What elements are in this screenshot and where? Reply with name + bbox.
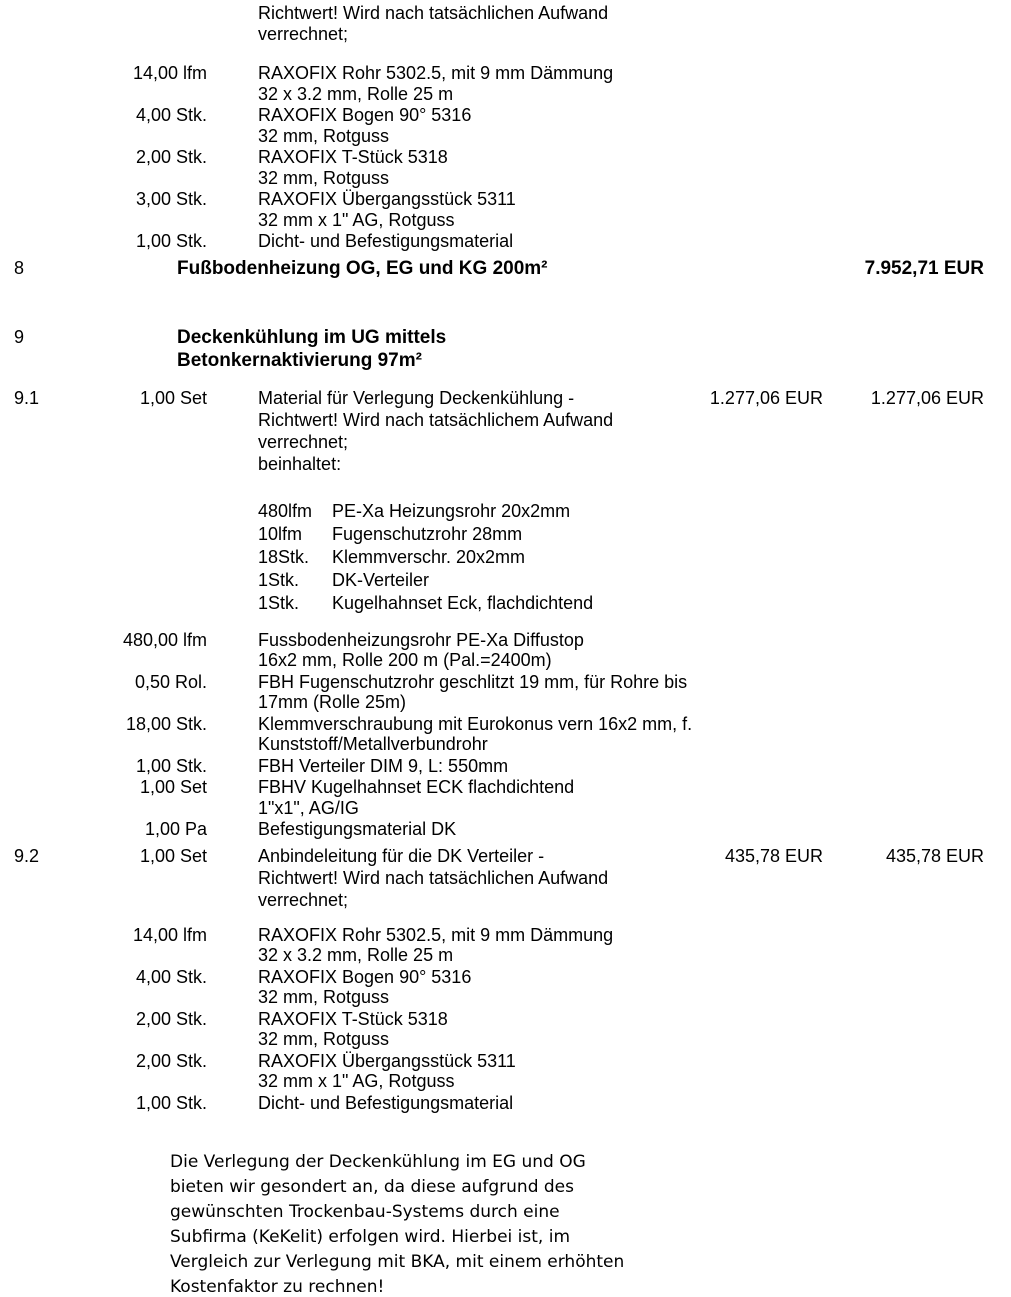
item-pos: 9.2 xyxy=(14,845,40,866)
item-qty: 2,00 Stk. xyxy=(135,1008,207,1029)
item-desc xyxy=(258,845,703,911)
sub-item-row xyxy=(0,819,1011,840)
item-desc-line: 32 mm, Rotguss xyxy=(258,125,390,146)
item-desc-line: Fussbodenheizungsrohr PE-Xa Diffustop xyxy=(258,629,584,650)
position-number: 8 xyxy=(14,257,25,278)
position-number: 9 xyxy=(14,326,25,347)
item-desc xyxy=(258,967,703,1008)
item-desc-line: 1"x1", AG/IG xyxy=(258,797,359,818)
sub-item-row xyxy=(0,967,1011,1008)
item-total-price xyxy=(823,105,984,146)
closing-note xyxy=(170,1150,1011,1297)
item-desc xyxy=(258,925,703,966)
item-qty: 18,00 Stk. xyxy=(125,713,207,734)
item-desc-line: Befestigungsmaterial DK xyxy=(258,819,457,839)
item-pos xyxy=(14,967,72,1008)
item-pos xyxy=(14,672,72,713)
item-total-price xyxy=(823,1051,984,1092)
item-qty xyxy=(72,3,258,44)
note-line: Kostenfaktor zu rechnen! xyxy=(170,1277,385,1297)
position-title-line: Deckenkühlung im UG mittels xyxy=(177,326,447,348)
item-pos: 9.1 xyxy=(14,387,40,408)
item-desc xyxy=(258,3,703,44)
item-unit-price xyxy=(703,105,823,146)
item-unit-price xyxy=(703,714,823,755)
item-desc-line: RAXOFIX Bogen 90° 5316 xyxy=(258,966,472,987)
item-qty: 1,00 Set xyxy=(139,387,207,408)
item-total-price xyxy=(823,189,984,230)
item-desc xyxy=(258,387,703,475)
item-pos xyxy=(14,714,72,755)
position-total-price xyxy=(823,326,984,372)
item-desc xyxy=(258,1051,703,1092)
item-total-price xyxy=(823,756,984,777)
item-unit-price xyxy=(703,1009,823,1050)
sub-item-row xyxy=(0,630,1011,671)
item-desc xyxy=(258,63,703,104)
item-total-price xyxy=(823,630,984,671)
item-desc-line: 16x2 mm, Rolle 200 m (Pal.=2400m) xyxy=(258,650,552,670)
item-unit-price xyxy=(703,3,823,44)
sub-item-row xyxy=(0,231,1011,252)
sub-item-row xyxy=(0,1009,1011,1050)
component-row xyxy=(258,546,1011,569)
item-unit-price xyxy=(703,231,823,252)
item-total-price xyxy=(823,1093,984,1114)
item-pos xyxy=(14,630,72,671)
item-total-price xyxy=(823,714,984,755)
component-qty: 1Stk. xyxy=(258,592,300,613)
position-title xyxy=(177,326,823,372)
item-pos xyxy=(14,819,72,840)
item-pos xyxy=(14,1009,72,1050)
sub-item-row xyxy=(0,189,1011,230)
item-desc xyxy=(258,630,703,671)
item-unit-price xyxy=(703,967,823,1008)
item-unit-price xyxy=(703,63,823,104)
item-desc-line: Dicht- und Befestigungsmaterial xyxy=(258,1092,514,1113)
component-qty: 1Stk. xyxy=(258,569,300,590)
item-desc-line: 32 x 3.2 mm, Rolle 25 m xyxy=(258,83,454,104)
item-desc-line: FBHV Kugelhahnset ECK flachdichtend xyxy=(258,777,575,797)
item-desc-line: RAXOFIX Rohr 5302.5, mit 9 mm Dämmung xyxy=(258,924,614,945)
item-qty: 1,00 Stk. xyxy=(135,755,207,776)
sub-item-row xyxy=(0,1093,1011,1114)
item-qty: 4,00 Stk. xyxy=(135,105,207,125)
sub-item-row xyxy=(0,105,1011,146)
component-qty: 10lfm xyxy=(258,523,303,544)
item-pos xyxy=(14,1051,72,1092)
item-desc-line: 32 x 3.2 mm, Rolle 25 m xyxy=(258,945,454,965)
component-row xyxy=(258,523,1011,546)
item-unit-price xyxy=(703,777,823,818)
item-pos xyxy=(14,777,72,818)
item-pos xyxy=(14,231,72,252)
item-desc-line: 32 mm, Rotguss xyxy=(258,167,390,188)
item-pos xyxy=(14,756,72,777)
item-qty: 1,00 Stk. xyxy=(135,231,207,251)
item-total-price xyxy=(823,777,984,818)
component-name: Kugelhahnset Eck, flachdichtend xyxy=(332,592,594,613)
note-line: gewünschten Trockenbau-Systems durch eine xyxy=(170,1202,560,1222)
item-desc-line: RAXOFIX Bogen 90° 5316 xyxy=(258,105,472,125)
item-pos xyxy=(14,3,72,44)
item-unit-price xyxy=(703,819,823,840)
component-row xyxy=(258,569,1011,592)
item-desc xyxy=(258,777,703,818)
item-desc-line: 17mm (Rolle 25m) xyxy=(258,692,407,712)
item-qty: 4,00 Stk. xyxy=(135,966,207,987)
item-total-price xyxy=(823,925,984,966)
item-desc-line: RAXOFIX T-Stück 5318 xyxy=(258,147,448,167)
item-desc-line: Material für Verlegung Deckenkühlung - xyxy=(258,387,575,408)
note-line: bieten wir gesondert an, da diese aufgrund des xyxy=(170,1177,574,1197)
item-total-price xyxy=(823,231,984,252)
item-desc xyxy=(258,105,703,146)
component-name: Fugenschutzrohr 28mm xyxy=(332,523,523,544)
item-unit-price xyxy=(703,672,823,713)
item-pos xyxy=(14,63,72,104)
note-line: Die Verlegung der Deckenkühlung im EG und OG xyxy=(170,1152,586,1172)
sub-item-row xyxy=(0,147,1011,188)
item-desc-line: RAXOFIX Rohr 5302.5, mit 9 mm Dämmung xyxy=(258,63,614,83)
item-total-price xyxy=(823,63,984,104)
item-desc-line: Richtwert! Wird nach tatsächlichen Aufwand xyxy=(258,3,609,23)
item-desc-line: RAXOFIX T-Stück 5318 xyxy=(258,1008,448,1029)
item-total-price xyxy=(823,967,984,1008)
item-desc xyxy=(258,189,703,230)
item-unit-price: 1.277,06 EUR xyxy=(709,387,823,408)
position-total-price: 7.952,71 EUR xyxy=(864,257,984,279)
sub-item-row xyxy=(0,925,1011,966)
item-qty: 1,00 Set xyxy=(139,777,207,797)
item-desc-line: verrechnet; xyxy=(258,23,349,44)
item-desc-line: RAXOFIX Übergangsstück 5311 xyxy=(258,189,516,209)
item-unit-price xyxy=(703,630,823,671)
item-unit-price xyxy=(703,1093,823,1114)
note-line: Vergleich zur Verlegung mit BKA, mit einem erhöhten xyxy=(170,1252,625,1272)
item-qty: 1,00 Set xyxy=(139,845,207,866)
item-pos xyxy=(14,925,72,966)
item-qty: 14,00 lfm xyxy=(132,924,207,945)
item-desc-continuation-row xyxy=(0,3,1011,44)
item-pos xyxy=(14,1093,72,1114)
item-pos xyxy=(14,147,72,188)
item-qty: 0,50 Rol. xyxy=(134,671,207,692)
component-qty: 480lfm xyxy=(258,500,313,521)
item-desc-line: Anbindeleitung für die DK Verteiler - xyxy=(258,845,545,866)
item-desc-line: Richtwert! Wird nach tatsächlichen Aufwand xyxy=(258,867,609,888)
item-desc-line: 32 mm, Rotguss xyxy=(258,1029,390,1049)
item-unit-price xyxy=(703,189,823,230)
sub-item-row xyxy=(0,756,1011,777)
position-title: Fußbodenheizung OG, EG und KG 200m² xyxy=(177,257,548,279)
item-total-price xyxy=(823,1009,984,1050)
component-name: DK-Verteiler xyxy=(332,569,430,590)
item-desc-line: 32 mm x 1" AG, Rotguss xyxy=(258,1071,455,1091)
item-desc-line: FBH Verteiler DIM 9, L: 550mm xyxy=(258,755,509,776)
position-title-line: Betonkernaktivierung 97m² xyxy=(177,349,422,371)
item-total-price xyxy=(823,147,984,188)
component-name: PE-Xa Heizungsrohr 20x2mm xyxy=(332,500,571,521)
item-unit-price xyxy=(703,1051,823,1092)
item-desc xyxy=(258,147,703,188)
item-qty: 1,00 Pa xyxy=(144,819,207,839)
item-total-price: 1.277,06 EUR xyxy=(870,387,984,408)
item-total-price xyxy=(823,819,984,840)
line-item-row xyxy=(0,387,1011,475)
item-desc xyxy=(258,672,703,713)
item-pos xyxy=(14,105,72,146)
item-pos xyxy=(14,189,72,230)
sub-item-row xyxy=(0,672,1011,713)
component-row xyxy=(258,500,1011,523)
component-list xyxy=(0,500,1011,615)
sub-item-row xyxy=(0,63,1011,104)
component-name: Klemmverschr. 20x2mm xyxy=(332,546,526,567)
line-item-row xyxy=(0,845,1011,911)
item-desc-line: RAXOFIX Übergangsstück 5311 xyxy=(258,1050,516,1071)
item-desc-line: Dicht- und Befestigungsmaterial xyxy=(258,231,514,251)
item-desc-line: Richtwert! Wird nach tatsächlichem Aufwand xyxy=(258,409,614,430)
item-desc-line: verrechnet; xyxy=(258,431,349,452)
sub-item-row xyxy=(0,714,1011,755)
item-total-price: 435,78 EUR xyxy=(885,845,984,866)
item-desc-line: verrechnet; xyxy=(258,889,349,910)
position-total-row xyxy=(0,257,1011,280)
item-desc-line: 32 mm, Rotguss xyxy=(258,987,390,1007)
item-desc-line: FBH Fugenschutzrohr geschlitzt 19 mm, für Rohre bis xyxy=(258,671,688,692)
item-unit-price xyxy=(703,756,823,777)
item-qty: 1,00 Stk. xyxy=(135,1092,207,1113)
item-qty: 3,00 Stk. xyxy=(135,189,207,209)
item-desc xyxy=(258,1009,703,1050)
item-qty: 480,00 lfm xyxy=(122,629,207,650)
item-desc-line: Klemmverschraubung mit Eurokonus vern 16x2 mm, f. xyxy=(258,713,693,734)
note-line: Subfirma (KeKelit) erfolgen wird. Hierbei ist, im xyxy=(170,1227,571,1247)
item-desc xyxy=(258,714,703,755)
item-desc xyxy=(258,756,703,777)
item-unit-price xyxy=(703,147,823,188)
sub-item-row xyxy=(0,1051,1011,1092)
item-desc-line: beinhaltet: xyxy=(258,453,342,474)
component-qty: 18Stk. xyxy=(258,546,310,567)
item-unit-price: 435,78 EUR xyxy=(724,845,823,866)
item-desc xyxy=(258,231,703,252)
item-total-price xyxy=(823,672,984,713)
item-desc-line: 32 mm x 1" AG, Rotguss xyxy=(258,209,455,230)
item-desc xyxy=(258,1093,703,1114)
item-qty: 14,00 lfm xyxy=(132,63,207,83)
item-desc-line: Kunststoff/Metallverbundrohr xyxy=(258,734,488,754)
item-total-price xyxy=(823,3,984,44)
position-header-row xyxy=(0,326,1011,372)
item-desc xyxy=(258,819,703,840)
item-qty: 2,00 Stk. xyxy=(135,147,207,167)
sub-item-row xyxy=(0,777,1011,818)
component-row xyxy=(258,592,1011,615)
item-qty: 2,00 Stk. xyxy=(135,1050,207,1071)
item-unit-price xyxy=(703,925,823,966)
